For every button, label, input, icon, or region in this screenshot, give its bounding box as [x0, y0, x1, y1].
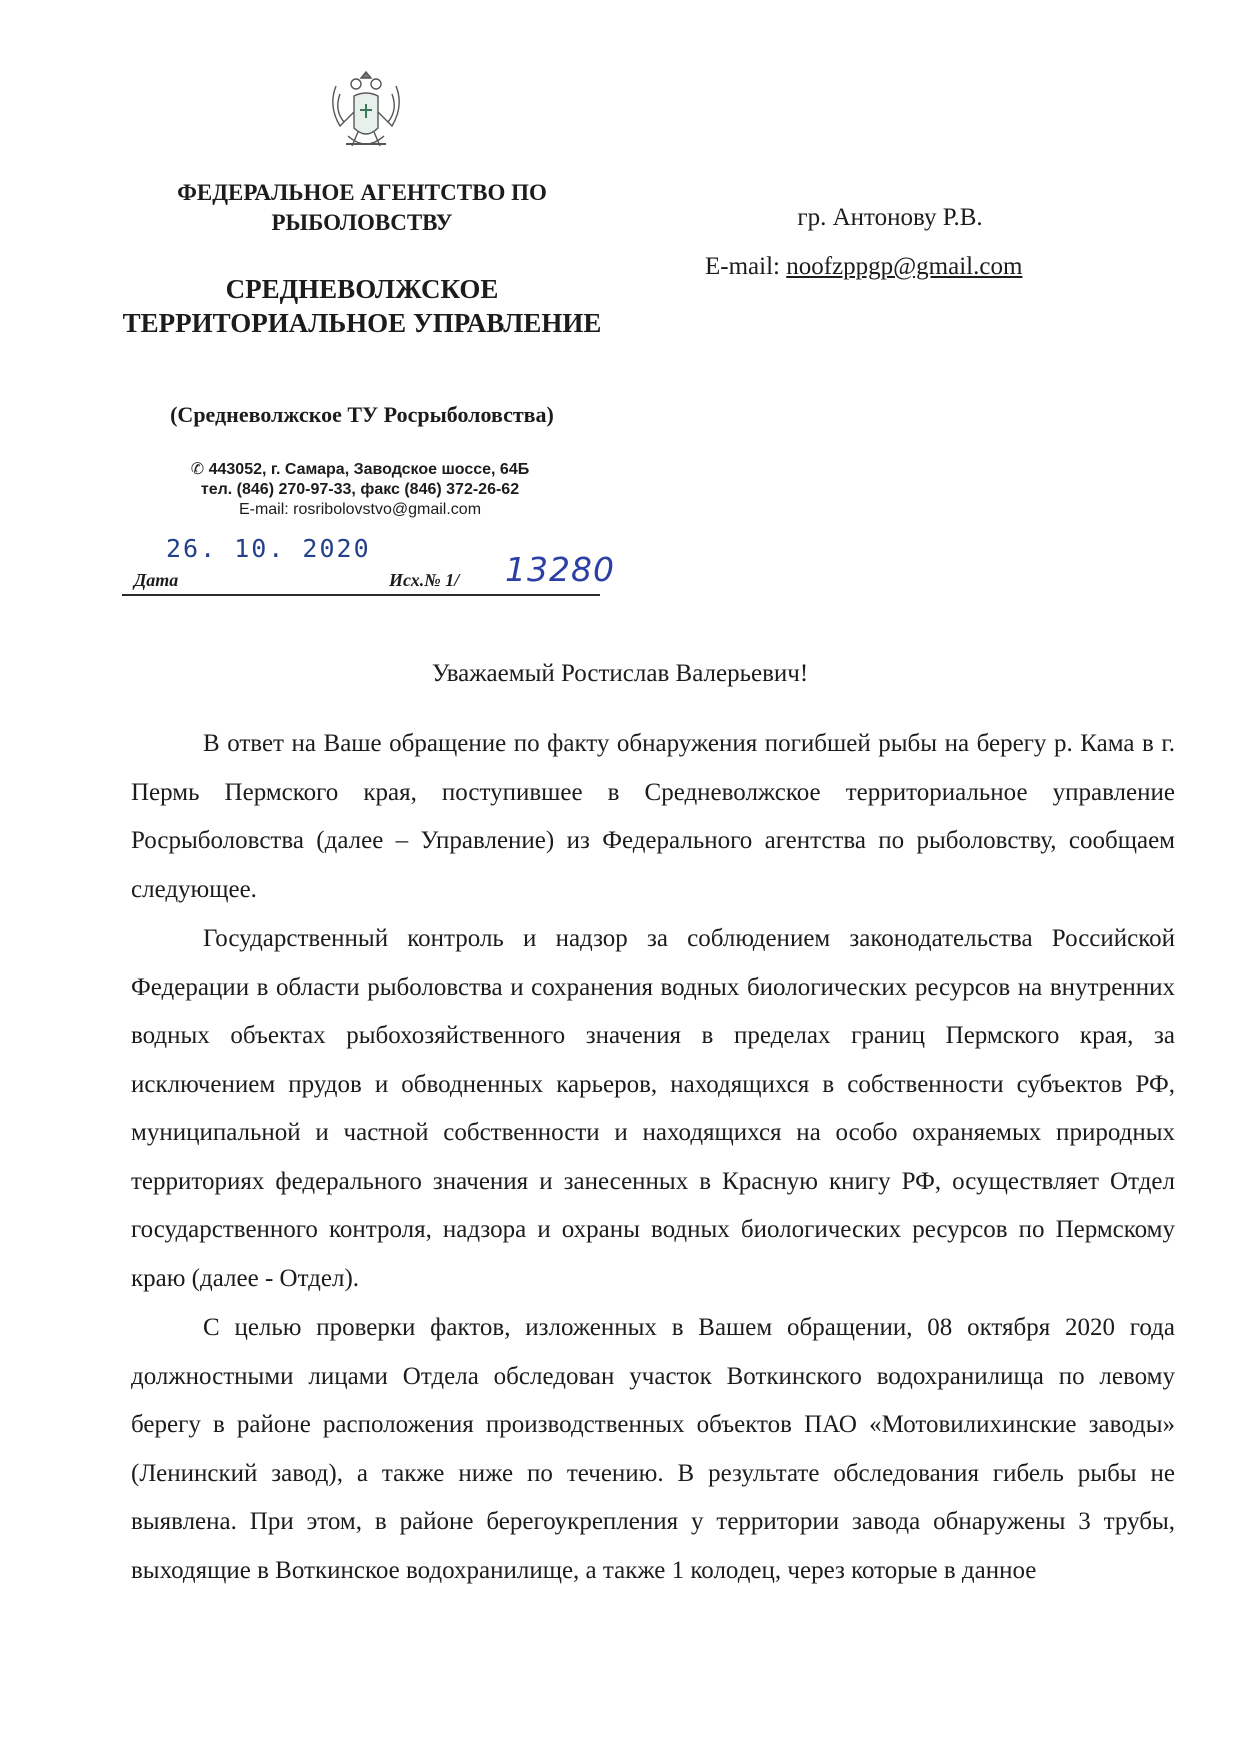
address-line: ✆ 443052, г. Самара, Заводское шоссе, 64Б: [190, 461, 530, 478]
letter-body: [131, 720, 1175, 1595]
branch-short-name: (Средневолжское ТУ Росрыболовства): [170, 402, 554, 427]
contact-block: [150, 460, 570, 520]
phone-line: тел. (846) 270-97-33, факс (846) 372-26-62: [200, 481, 520, 498]
agency-name: ФЕДЕРАЛЬНОЕ АГЕНТСТВО ПО РЫБОЛОВСТВУ: [177, 180, 547, 235]
recipient-name: гр. Антонову Р.В.: [797, 204, 983, 231]
paragraph: С целью проверки фактов, изложенных в Вашем обращении, 08 октября 2020 года должностными лицами Отдела обследован участок Воткинского водохранилища по левому берегу в районе расположения производственных объектов ПАО «Мотовилихинские заводы» (Ленинский завод), а также ниже по течению. В результате обследования гибель рыбы не выявлена. При этом, в районе берегоукрепления у территории завода обнаружены 3 трубы, выходящие в Воткинское водохранилище, а также 1 колодец, через которые в данное: [131, 1314, 1175, 1584]
outgoing-number-handwritten: 13280: [505, 550, 615, 589]
recipient-email-link[interactable]: noofzppgp@gmail.com: [786, 253, 1023, 280]
paragraph: В ответ на Ваше обращение по факту обнаружения погибшей рыбы на берегу р. Кама в г. Пермь Пермского края, поступившее в Средневолжское территориальное управление Росрыболовства (далее – Управление) из Федерального агентства по рыболовству, сообщаем следующее.: [131, 730, 1175, 903]
registration-underline: [122, 594, 600, 596]
greeting: Уважаемый Ростислав Валерьевич!: [431, 660, 809, 687]
recipient-email-label: E-mail:: [705, 253, 780, 280]
coat-of-arms-emblem: [318, 66, 414, 162]
phone-icon: ✆: [190, 461, 209, 478]
agency-email-line: E-mail: rosribolovstvo@gmail.com: [238, 501, 482, 518]
outgoing-number-label: Исх.№ 1/: [389, 570, 460, 590]
recipient-email-line: [705, 253, 1022, 281]
date-stamp: 26. 10. 2020: [166, 534, 371, 563]
paragraph: Государственный контроль и надзор за соблюдением законодательства Российской Федерации в области рыболовства и сохранения водных биологических ресурсов на внутренних водных объектах рыбохозяйственного значения в пределах границ Пермского края, за исключением прудов и обводненных карьеров, находящихся в собственности субъектов РФ, муниципальной и частной собственности и находящихся на особо охраняемых природных территориях федерального значения и занесенных в Красную книгу РФ, осуществляет Отдел государственного контроля, надзора и охраны водных биологических ресурсов по Пермскому краю (далее - Отдел).: [131, 925, 1175, 1292]
date-label: Дата: [134, 570, 179, 590]
branch-name: СРЕДНЕВОЛЖСКОЕ ТЕРРИТОРИАЛЬНОЕ УПРАВЛЕНИЕ: [122, 274, 602, 338]
